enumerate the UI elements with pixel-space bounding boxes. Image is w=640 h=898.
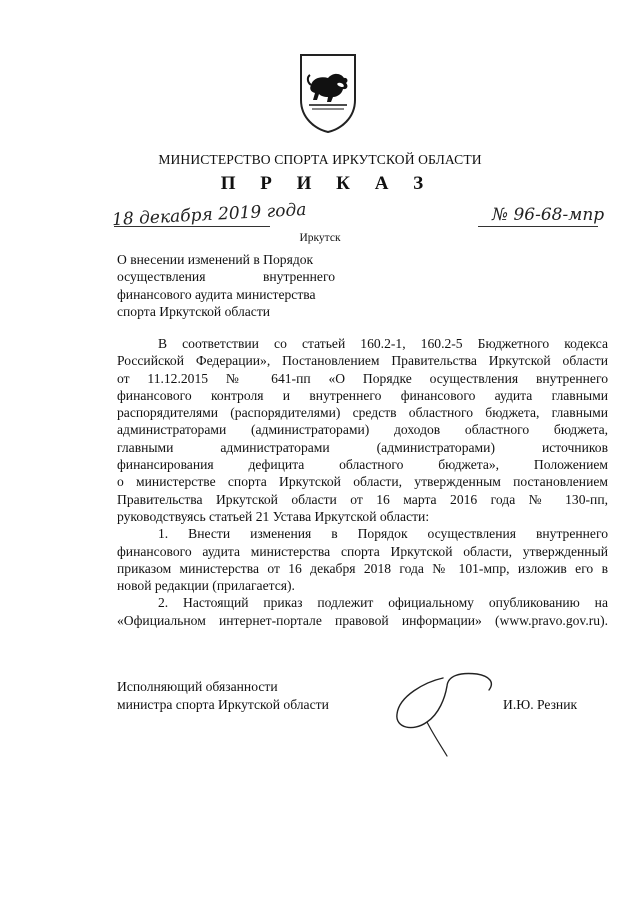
- city-name: Иркутск: [299, 232, 341, 244]
- coat-of-arms-emblem: [297, 52, 359, 134]
- subject-line: финансового аудита министерства: [117, 286, 316, 302]
- signer-position-line2: министра спорта Иркутской области: [117, 697, 329, 712]
- body-line: 2. Настоящий приказ подлежит официальному опубликованию на: [158, 595, 608, 611]
- number-underline: [478, 226, 598, 227]
- subject-line: спорта Иркутской области: [117, 303, 271, 319]
- body-line: Российской Федерации», Постановлением Правительства Иркутской области: [117, 353, 608, 369]
- order-body: [117, 335, 608, 629]
- signer-name: И.Ю. Резник: [503, 697, 578, 712]
- body-line: финансового аудита министерства спорта Иркутской области, утвержденный: [117, 543, 608, 559]
- date-underline: [114, 226, 270, 227]
- body-line: главными администраторами (администраторами) источников: [117, 439, 608, 455]
- body-line: финансирования дефицита областного бюджета», Положением: [117, 457, 608, 473]
- body-line: В соответствии со статьей 160.2-1, 160.2-5 Бюджетного кодекса: [158, 336, 608, 351]
- order-title: П Р И К А З: [220, 173, 434, 194]
- body-line: распорядителями (распорядителями) средств областного бюджета, главными: [117, 405, 608, 421]
- order-date-handwritten: 18 декабря 2019 года: [111, 199, 307, 231]
- body-line: Правительства Иркутской области от 16 марта 2016 года № 130-пп,: [117, 491, 608, 507]
- order-number-handwritten: № 96-68-мпр: [492, 205, 605, 225]
- body-line: 1. Внести изменения в Порядок осуществления внутреннего: [158, 526, 608, 542]
- body-line: новой редакции (прилагается).: [117, 578, 295, 594]
- body-line: руководствуясь статьей 21 Устава Иркутской области:: [117, 508, 430, 524]
- body-line: от 11.12.2015 № 641-пп «О Порядке осуществления внутреннего: [117, 370, 608, 386]
- body-line: финансового контроля и внутреннего финансового аудита главными: [117, 387, 608, 403]
- handwritten-signature: [385, 668, 515, 760]
- body-line: «Официальном интернет-портале правовой информации» (www.pravo.gov.ru).: [117, 612, 608, 628]
- subject-line: О внесении изменений в Порядок: [117, 252, 314, 267]
- body-line: о министерстве спорта Иркутской области, утвержденным постановлением: [117, 474, 608, 490]
- body-line: администраторами (администраторами) доходов областного бюджета,: [117, 422, 608, 438]
- subject-line: осуществления внутреннего: [117, 269, 335, 285]
- body-line: приказом министерства от 16 декабря 2018 года № 101-мпр, изложив его в: [117, 560, 608, 576]
- ministry-name: МИНИСТЕРСТВО СПОРТА ИРКУТСКОЙ ОБЛАСТИ: [158, 152, 482, 167]
- order-subject: [117, 251, 335, 320]
- signer-position-line1: Исполняющий обязанности: [117, 679, 278, 694]
